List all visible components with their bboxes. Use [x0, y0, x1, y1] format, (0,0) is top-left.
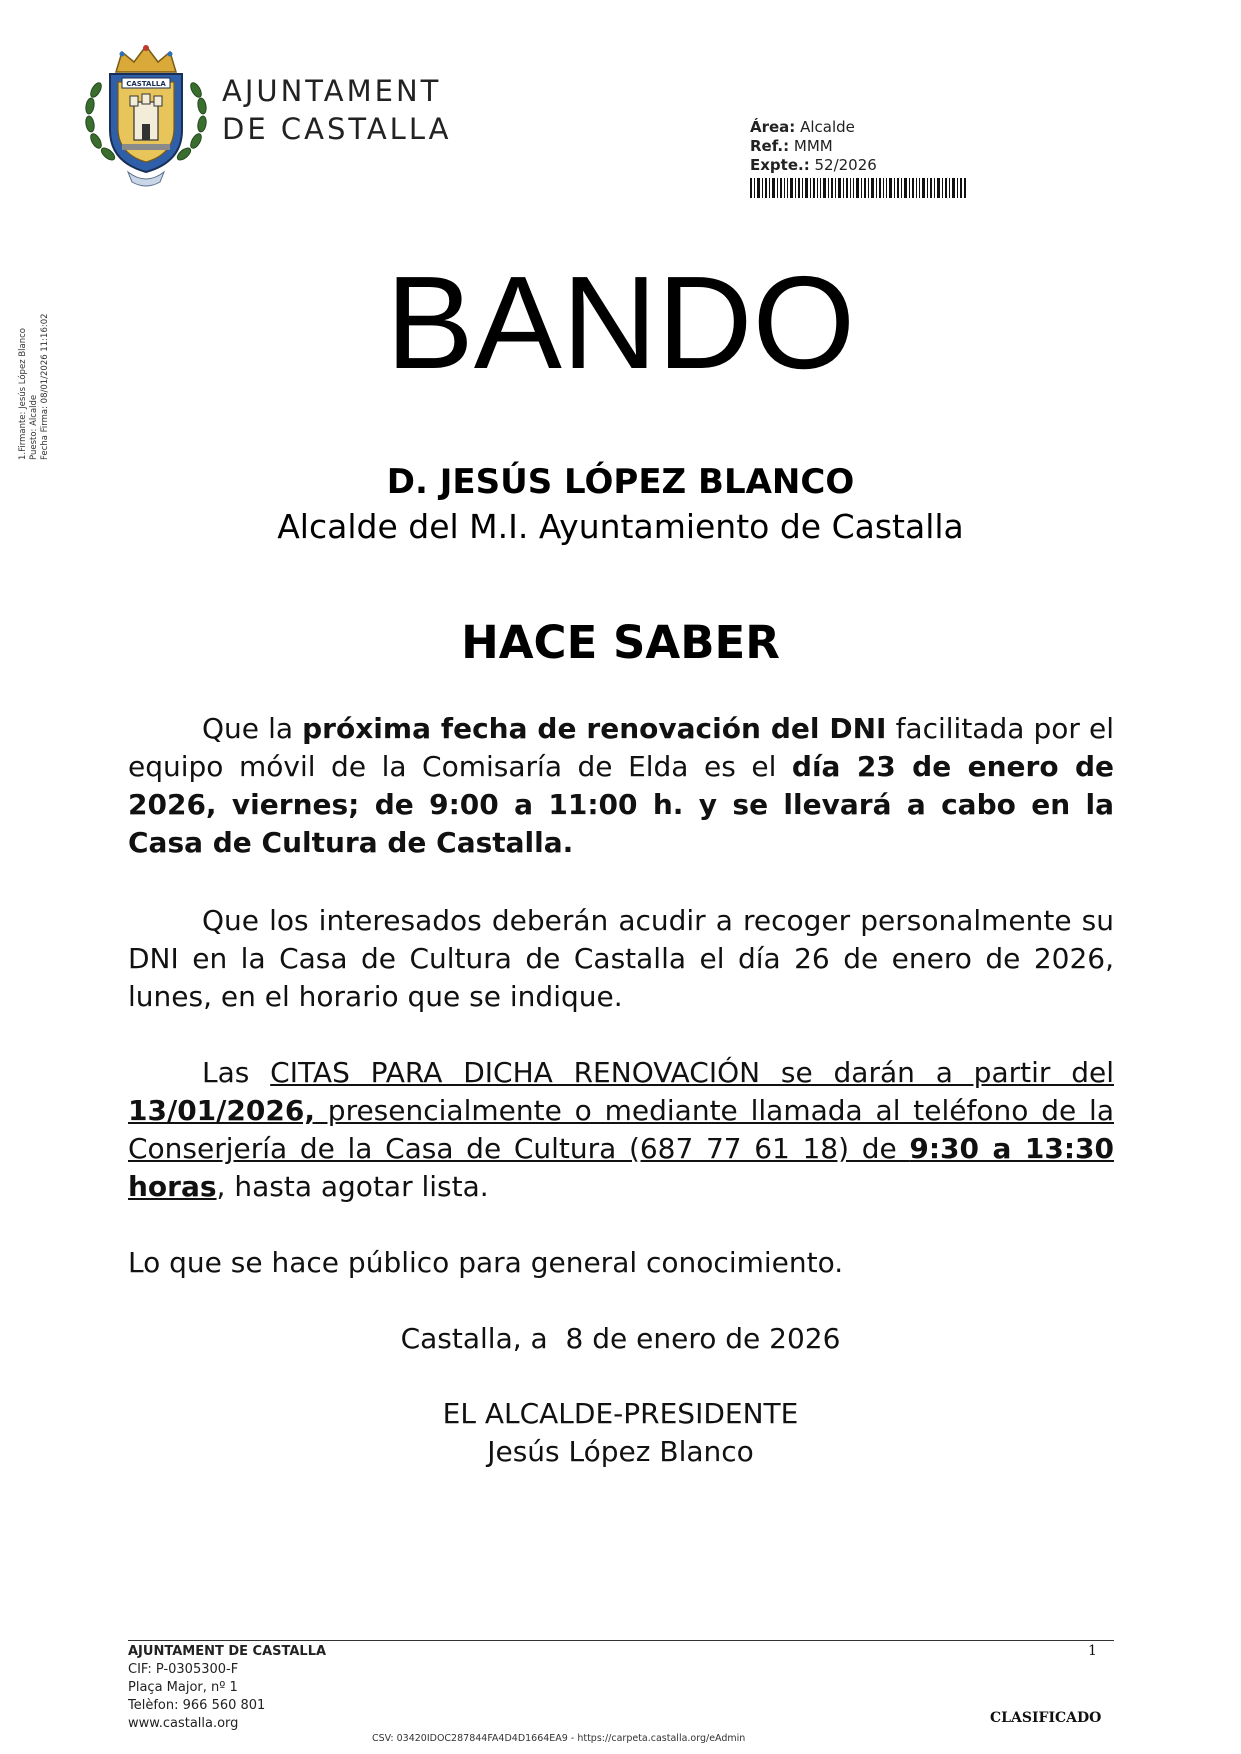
org-name-line1: AJUNTAMENT — [222, 74, 442, 108]
p1-bold-2: día 23 de enero de 2026, viernes; de 9:00 a 11:00 h. y se llevará a cabo en la Casa de Cultura de Castalla. — [128, 750, 1114, 859]
signature-signer: 1.Firmante: Jesús López Blanco — [18, 327, 28, 460]
logo-banner-text: CASTALLA — [126, 80, 166, 88]
paragraph-closing — [128, 1244, 1114, 1282]
footer-address: Plaça Major, nº 1 — [128, 1680, 238, 1695]
p1-bold-1: próxima fecha de renovación del DNI — [302, 712, 887, 745]
ref-label: Ref.: — [750, 137, 790, 155]
footer-contact — [128, 1643, 326, 1733]
csv-verification[interactable]: CSV: 03420IDOC287844FA4D4D1664EA9 - https://carpeta.castalla.org/eAdmin — [372, 1733, 746, 1744]
p4-text: Lo que se hace público para general conocimiento. — [128, 1246, 844, 1279]
org-name-line2: DE CASTALLA — [222, 112, 452, 146]
p1-text-2: facilitada por el equipo móvil de la Comisaría de Elda es el — [128, 712, 1114, 783]
footer-divider — [128, 1640, 1114, 1641]
ref-value: MMM — [793, 137, 833, 155]
p3-text-2: , hasta agotar lista. — [216, 1170, 489, 1203]
p3-underline-bold-1: 13/01/2026, — [128, 1094, 315, 1127]
paragraph-pickup — [128, 902, 1114, 1016]
barcode-icon — [750, 178, 966, 206]
paragraph-appointments — [128, 1054, 1114, 1206]
p3-underline-bold-2: 9:30 a 13:30 horas — [128, 1132, 1114, 1203]
expte-label: Expte.: — [750, 156, 810, 174]
document-title: BANDO — [385, 249, 856, 396]
place-date: Castalla, a 8 de enero de 2026 — [400, 1322, 841, 1355]
section-heading: HACE SABER — [461, 616, 780, 669]
signature-post: Puesto: Alcalde — [29, 394, 39, 460]
footer-phone: Telèfon: 966 560 801 — [128, 1698, 266, 1713]
p3-underline-1: CITAS PARA DICHA RENOVACIÓN se darán a partir del — [270, 1056, 1114, 1089]
classification-label: CLASIFICADO — [990, 1710, 1102, 1726]
paragraph-renewal-date — [128, 710, 1114, 862]
area-label: Área: — [750, 118, 796, 136]
footer-web[interactable]: www.castalla.org — [128, 1716, 239, 1731]
area-value: Alcalde — [800, 118, 855, 136]
page-number: 1 — [1088, 1643, 1097, 1659]
footer-cif: CIF: P-0305300-F — [128, 1662, 239, 1677]
signatory-title: EL ALCALDE-PRESIDENTE — [442, 1397, 799, 1430]
signature-date: Fecha Firma: 08/01/2026 11:16:02 — [40, 313, 50, 460]
signatory-name: Jesús López Blanco — [487, 1435, 754, 1468]
expte-value: 52/2026 — [814, 156, 877, 174]
organization-name — [222, 72, 452, 148]
coat-of-arms-icon — [78, 40, 214, 190]
footer-org: AJUNTAMENT DE CASTALLA — [128, 1644, 327, 1659]
p2-text: Que los interesados deberán acudir a recoger personalmente su DNI en la Casa de Cultura de Castalla el día 26 de enero de 2026, lunes, en el horario que se indique. — [128, 904, 1114, 1013]
mayor-role: Alcalde del M.I. Ayuntamiento de Castalla — [277, 507, 964, 546]
p1-text-1: Que la — [202, 712, 303, 745]
p3-underline-2: presencialmente o mediante llamada al teléfono de la Conserjería de la Casa de Cultura (687 77 61 18) de — [128, 1094, 1114, 1165]
mayor-name: D. JESÚS LÓPEZ BLANCO — [386, 462, 855, 502]
p3-text-1: Las — [202, 1056, 271, 1089]
reference-block — [750, 118, 877, 175]
